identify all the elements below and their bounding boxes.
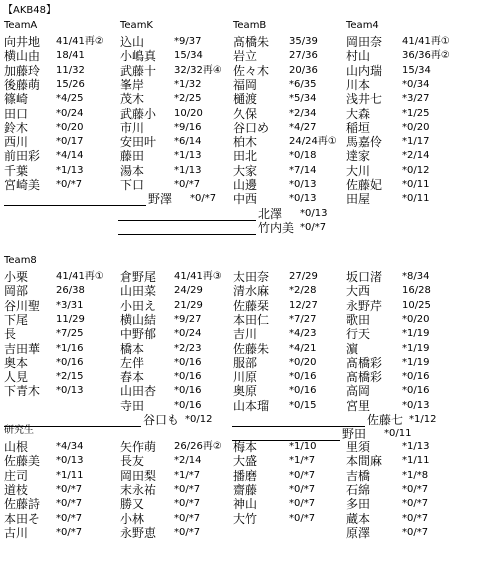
member-name-extra: 谷口も — [143, 413, 180, 427]
member-name: 梅本 — [233, 440, 258, 454]
member-stat: *0/20 — [289, 356, 317, 368]
member-stat: 18/41 — [56, 50, 85, 62]
member-name-extra: 野田 — [342, 427, 367, 442]
member-stat: 15/34 — [402, 64, 431, 76]
member-name: 神山 — [233, 497, 258, 512]
member-stat: *1/13 — [56, 164, 84, 176]
team-header: TeamB — [233, 20, 267, 31]
member-stat: *0/*7 — [402, 483, 429, 495]
member-stat: *3/31 — [56, 299, 84, 311]
team-header: TeamA — [4, 20, 38, 31]
member-stat-extra: *0/*7 — [190, 193, 217, 205]
member-stat: *1/19 — [402, 342, 430, 354]
member-name: 佐々木 — [233, 63, 270, 78]
member-name: 山田杏 — [120, 384, 157, 399]
member-stat: 24/29 — [174, 285, 203, 297]
member-stat: *0/34 — [402, 78, 430, 90]
member-stat: *0/*7 — [56, 526, 83, 538]
member-name: 道枝 — [4, 482, 29, 497]
member-name: 下尾 — [4, 312, 29, 327]
member-stat: *0/16 — [289, 385, 317, 397]
member-name: 本田そ — [4, 511, 41, 526]
member-name: 髙橋朱 — [233, 35, 270, 49]
member-stat: *0/*7 — [289, 498, 316, 510]
member-name: 田屋 — [346, 192, 371, 207]
member-name: 齋藤 — [233, 482, 258, 497]
member-stat: *6/14 — [174, 136, 202, 148]
member-name: 吉田華 — [4, 341, 41, 356]
member-stat: *0/12 — [402, 164, 430, 176]
member-stat: 27/29 — [289, 271, 318, 282]
member-name: 峯岸 — [120, 77, 145, 92]
member-name: 山邊 — [233, 178, 258, 192]
team-header: TeamK — [120, 20, 153, 31]
member-stat: *1/*7 — [289, 455, 316, 467]
member-stat: *1/13 — [402, 441, 430, 452]
member-name: 大盛 — [233, 454, 258, 469]
member-stat: *7/27 — [289, 313, 317, 325]
member-name: 佐藤詩 — [4, 497, 41, 512]
member-name: 舂本 — [120, 370, 145, 385]
member-stat: *0/16 — [289, 371, 317, 383]
member-name: 山本瑠 — [233, 398, 270, 413]
member-stat: 41/41再① — [56, 271, 104, 282]
member-stat: *0/*7 — [289, 512, 316, 524]
member-stat: *1/11 — [56, 469, 84, 481]
member-name: 鈴木 — [4, 120, 29, 135]
member-name: 宮里 — [346, 398, 371, 413]
member-name: 中野郁 — [120, 327, 157, 342]
member-stat: *0/*7 — [402, 512, 429, 524]
member-name: 下青木 — [4, 384, 41, 399]
member-stat: *0/16 — [174, 385, 202, 397]
member-name: 左伴 — [120, 355, 145, 370]
member-stat: *8/34 — [402, 271, 430, 282]
member-stat: *1/13 — [174, 150, 202, 162]
member-name: 寺田 — [120, 398, 145, 413]
member-name: 太田奈 — [233, 270, 270, 284]
member-name: 武藤小 — [120, 106, 157, 121]
member-name: 長 — [4, 327, 17, 342]
team-header: Team4 — [346, 20, 379, 31]
member-stat: *1/17 — [402, 136, 430, 148]
member-stat: 11/29 — [56, 313, 85, 325]
member-stat: 20/36 — [289, 64, 318, 76]
member-stat: *1/19 — [402, 356, 430, 368]
team-header: 研究生 — [4, 425, 34, 436]
member-stat: *4/27 — [289, 121, 317, 133]
member-name: 服部 — [233, 355, 258, 370]
member-name: 永野芹 — [346, 298, 383, 313]
member-name: 吉川 — [233, 327, 258, 342]
member-name: 久保 — [233, 106, 258, 121]
member-name: 播磨 — [233, 468, 258, 483]
member-name: 中西 — [233, 192, 258, 207]
member-name-extra: 北澤 — [258, 206, 283, 221]
member-stat: 11/32 — [56, 64, 85, 76]
member-stat: *0/13 — [289, 193, 317, 205]
member-stat: 26/26再② — [174, 441, 222, 452]
member-name: 市川 — [120, 120, 145, 135]
member-stat: *0/13 — [402, 399, 430, 411]
member-name: 込山 — [120, 35, 145, 49]
member-name: 後藤萌 — [4, 77, 41, 92]
member-name: 髙橋彩 — [346, 355, 383, 370]
member-name: 吉橋 — [346, 468, 371, 483]
underline-rule — [118, 234, 256, 235]
member-name: 浅井七 — [346, 92, 383, 107]
member-name: 大西 — [346, 284, 371, 299]
member-stat: 12/27 — [289, 299, 318, 311]
member-stat: *0/16 — [174, 399, 202, 411]
team-header: Team8 — [4, 255, 37, 266]
member-name: 大森 — [346, 106, 371, 121]
member-name: 佐藤朱 — [233, 341, 270, 356]
member-name: 髙橋彩 — [346, 370, 383, 385]
member-stat: *0/16 — [402, 371, 430, 383]
member-stat: *0/20 — [402, 121, 430, 133]
member-stat: *0/*7 — [56, 483, 83, 495]
member-stat: 15/34 — [174, 50, 203, 62]
member-stat: 35/39 — [289, 36, 318, 47]
member-name: 横山由 — [4, 49, 41, 64]
member-stat: *7/25 — [56, 328, 84, 340]
member-stat: 32/32再④ — [174, 64, 222, 76]
member-name-extra: 野澤 — [148, 192, 173, 207]
member-name: 小田え — [120, 298, 157, 313]
member-stat: *4/34 — [56, 441, 84, 452]
member-stat: *0/15 — [289, 399, 317, 411]
member-stat: *1/13 — [174, 164, 202, 176]
member-name: 高岡 — [346, 384, 371, 399]
member-stat: *0/*7 — [174, 526, 201, 538]
member-name: 西川 — [4, 135, 29, 150]
member-stat: *0/*7 — [402, 498, 429, 510]
member-stat: *1/10 — [289, 441, 317, 452]
member-stat: *0/*7 — [289, 469, 316, 481]
member-stat: *3/27 — [402, 93, 430, 105]
member-name: 稲垣 — [346, 120, 371, 135]
member-stat: *1/19 — [402, 328, 430, 340]
member-stat: *0/20 — [402, 313, 430, 325]
member-name: 川本 — [346, 77, 371, 92]
member-name: 茂木 — [120, 92, 145, 107]
member-stat: *0/13 — [289, 179, 317, 190]
member-name: 前田彩 — [4, 149, 41, 164]
member-name: 大家 — [233, 163, 258, 178]
member-stat: *4/23 — [289, 328, 317, 340]
member-name: 佐藤美 — [4, 454, 41, 469]
member-stat: *0/11 — [402, 179, 430, 190]
member-stat: *2/14 — [402, 150, 430, 162]
member-name: 千葉 — [4, 163, 29, 178]
member-stat: 10/25 — [402, 299, 431, 311]
member-name-extra: 竹内美 — [258, 220, 295, 235]
member-name: 宮崎美 — [4, 178, 41, 192]
member-stat: *1/25 — [402, 107, 430, 119]
member-stat: 36/36再② — [402, 50, 450, 62]
member-stat: 41/41再② — [56, 36, 104, 47]
member-name: 庄司 — [4, 468, 29, 483]
member-stat: 41/41再① — [402, 36, 450, 47]
member-name: 馬嘉伶 — [346, 135, 383, 150]
member-name: 岡田梨 — [120, 468, 157, 483]
member-stat: 16/28 — [402, 285, 431, 297]
member-stat: *0/16 — [174, 356, 202, 368]
member-name: 柏木 — [233, 135, 258, 150]
member-name: 佐藤栞 — [233, 298, 270, 313]
member-stat-extra: *0/13 — [300, 207, 328, 219]
member-name: 山田菜 — [120, 284, 157, 299]
member-name: 岩立 — [233, 49, 258, 64]
member-name: 横山結 — [120, 312, 157, 327]
member-stat: *0/*7 — [174, 179, 201, 190]
member-name: 橋本 — [120, 341, 145, 356]
member-name: 武藤十 — [120, 63, 157, 78]
member-stat: *1/*7 — [174, 469, 201, 481]
member-stat: *4/25 — [56, 93, 84, 105]
member-stat: *0/13 — [56, 455, 84, 467]
member-name: 向井地 — [4, 35, 41, 49]
member-name: 本田仁 — [233, 312, 270, 327]
member-name: 篠崎 — [4, 92, 29, 107]
member-stat: *1/32 — [174, 78, 202, 90]
member-name: 歌田 — [346, 312, 371, 327]
member-stat: *1/11 — [402, 455, 430, 467]
member-stat: 24/24再① — [289, 136, 337, 148]
member-name: 村山 — [346, 49, 371, 64]
member-name: 川原 — [233, 370, 258, 385]
member-name: 藤田 — [120, 149, 145, 164]
member-stat-extra: *1/12 — [409, 414, 437, 425]
member-name: 古川 — [4, 525, 29, 540]
member-stat: *0/24 — [174, 328, 202, 340]
member-stat: 15/26 — [56, 78, 85, 90]
member-stat: *0/17 — [56, 136, 84, 148]
member-name: 末永祐 — [120, 482, 157, 497]
member-stat-extra: *0/*7 — [300, 221, 327, 233]
member-name: 矢作萌 — [120, 440, 157, 454]
member-stat: *0/*7 — [174, 483, 201, 495]
member-stat: *0/*7 — [289, 483, 316, 495]
member-name: 達家 — [346, 149, 371, 164]
member-name: 濵 — [346, 341, 359, 356]
member-name: 大竹 — [233, 511, 258, 526]
member-name: 岡田奈 — [346, 35, 383, 49]
member-name: 小嶋真 — [120, 49, 157, 64]
member-stat: 26/38 — [56, 285, 85, 297]
document-title: 【AKB48】 — [3, 5, 56, 16]
member-name: 湯本 — [120, 163, 145, 178]
member-name: 山内瑞 — [346, 63, 383, 78]
member-name: 里須 — [346, 440, 371, 454]
member-stat: *0/*7 — [56, 179, 83, 190]
member-name: 奥本 — [4, 355, 29, 370]
member-name: 奥原 — [233, 384, 258, 399]
member-name: 原澤 — [346, 525, 371, 540]
member-name: 小栗 — [4, 270, 29, 284]
member-stat: *0/16 — [56, 356, 84, 368]
member-stat: *0/20 — [56, 121, 84, 133]
member-name: 下口 — [120, 178, 145, 192]
member-name: 佐藤妃 — [346, 178, 383, 192]
member-stat: 10/20 — [174, 107, 203, 119]
member-stat: *0/13 — [56, 385, 84, 397]
member-name: 谷口め — [233, 120, 270, 135]
member-stat: *2/14 — [174, 455, 202, 467]
member-name: 永野恵 — [120, 525, 157, 540]
member-name: 田口 — [4, 106, 29, 121]
member-stat: *0/11 — [402, 193, 430, 205]
member-stat: *6/35 — [289, 78, 317, 90]
member-stat: 41/41再③ — [174, 271, 222, 282]
member-name: 勝又 — [120, 497, 145, 512]
member-name: 蔵本 — [346, 511, 371, 526]
member-name: 山根 — [4, 440, 29, 454]
member-stat: 21/29 — [174, 299, 203, 311]
member-stat: *1/*8 — [402, 469, 429, 481]
member-name: 行天 — [346, 327, 371, 342]
member-name: 小林 — [120, 511, 145, 526]
member-name: 岡部 — [4, 284, 29, 299]
member-name: 加藤玲 — [4, 63, 41, 78]
member-name: 谷川聖 — [4, 298, 41, 313]
member-stat: *7/14 — [289, 164, 317, 176]
member-name: 石綿 — [346, 482, 371, 497]
member-stat: *9/27 — [174, 313, 202, 325]
member-stat: *0/16 — [174, 371, 202, 383]
member-name-extra: 佐藤七 — [367, 413, 404, 427]
member-stat: 27/36 — [289, 50, 318, 62]
member-stat: *2/34 — [289, 107, 317, 119]
member-stat: *0/*7 — [56, 512, 83, 524]
member-stat: *2/25 — [174, 93, 202, 105]
member-name: 大川 — [346, 163, 371, 178]
member-name: 本間麻 — [346, 454, 383, 469]
member-stat: *0/*7 — [174, 512, 201, 524]
member-stat: *2/23 — [174, 342, 202, 354]
member-name: 多田 — [346, 497, 371, 512]
member-stat: *4/14 — [56, 150, 84, 162]
underline-rule — [118, 220, 256, 221]
member-name: 人見 — [4, 370, 29, 385]
member-stat: *0/18 — [289, 150, 317, 162]
member-name: 倉野尾 — [120, 270, 157, 284]
member-name: 坂口渚 — [346, 270, 383, 284]
member-name: 安田叶 — [120, 135, 157, 150]
member-stat: *0/*7 — [402, 526, 429, 538]
member-stat: *5/34 — [289, 93, 317, 105]
member-name: 田北 — [233, 149, 258, 164]
member-stat: *0/*7 — [174, 498, 201, 510]
member-name: 長友 — [120, 454, 145, 469]
member-stat: *4/21 — [289, 342, 317, 354]
member-stat-extra: *0/12 — [185, 414, 213, 425]
member-stat-extra: *0/11 — [384, 428, 412, 440]
member-stat: *0/24 — [56, 107, 84, 119]
member-name: 清水麻 — [233, 284, 270, 299]
member-name: 樋渡 — [233, 92, 258, 107]
member-stat: *0/*7 — [56, 498, 83, 510]
member-stat: *9/16 — [174, 121, 202, 133]
member-stat: *2/28 — [289, 285, 317, 297]
underline-rule — [4, 205, 146, 206]
member-stat: *1/16 — [56, 342, 84, 354]
member-name: 福岡 — [233, 77, 258, 92]
member-stat: *2/15 — [56, 371, 84, 383]
member-stat: *9/37 — [174, 36, 202, 47]
member-stat: *0/16 — [402, 385, 430, 397]
